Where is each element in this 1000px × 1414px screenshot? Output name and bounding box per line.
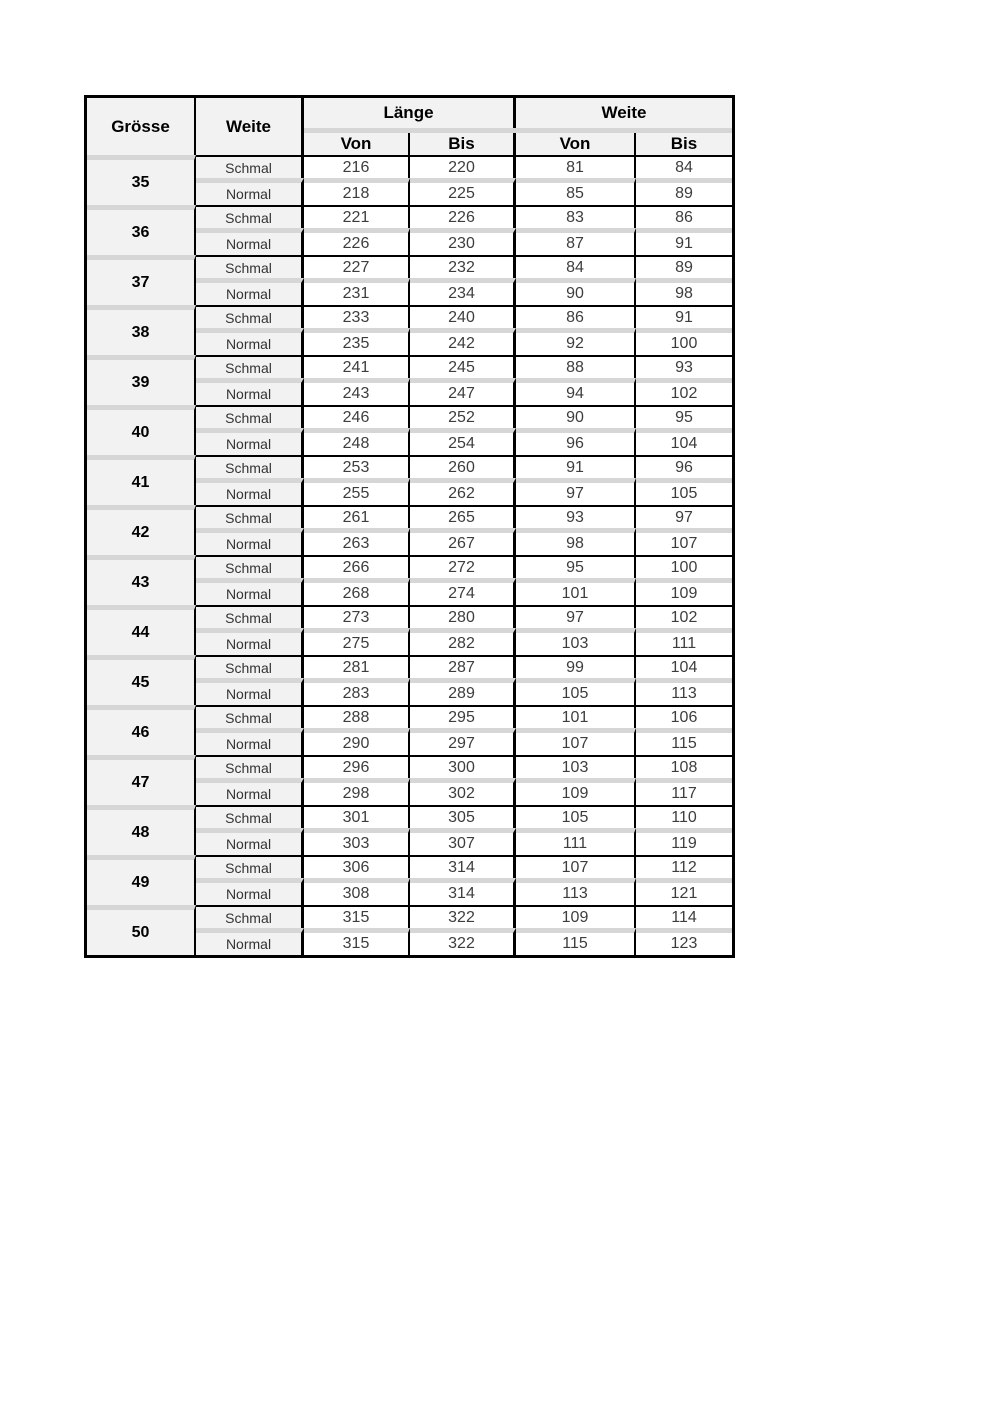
laenge-bis-cell: 282 bbox=[410, 628, 516, 655]
laenge-von-cell: 233 bbox=[304, 305, 410, 328]
laenge-von-cell: 315 bbox=[304, 928, 410, 955]
size-cell: 50 bbox=[87, 905, 196, 955]
weite-von-cell: 103 bbox=[516, 628, 636, 655]
weite-bis-cell: 91 bbox=[636, 228, 732, 255]
weite-bis-cell: 110 bbox=[636, 805, 732, 828]
weite-type-cell: Schmal bbox=[196, 855, 304, 878]
laenge-von-cell: 298 bbox=[304, 778, 410, 805]
weite-bis-cell: 109 bbox=[636, 578, 732, 605]
weite-type-cell: Schmal bbox=[196, 905, 304, 928]
weite-type-cell: Normal bbox=[196, 328, 304, 355]
size-table bbox=[84, 95, 735, 958]
weite-bis-cell: 112 bbox=[636, 855, 732, 878]
laenge-bis-cell: 274 bbox=[410, 578, 516, 605]
weite-bis-cell: 104 bbox=[636, 428, 732, 455]
weite-type-cell: Schmal bbox=[196, 655, 304, 678]
weite-bis-cell: 121 bbox=[636, 878, 732, 905]
size-cell: 42 bbox=[87, 505, 196, 555]
laenge-bis-cell: 245 bbox=[410, 355, 516, 378]
table-row bbox=[87, 905, 732, 928]
table-row bbox=[87, 455, 732, 478]
laenge-bis-cell: 289 bbox=[410, 678, 516, 705]
header-laenge-group: Länge bbox=[304, 98, 516, 128]
weite-bis-cell: 111 bbox=[636, 628, 732, 655]
table-row bbox=[87, 605, 732, 628]
laenge-von-cell: 283 bbox=[304, 678, 410, 705]
table-row bbox=[87, 255, 732, 278]
laenge-bis-cell: 314 bbox=[410, 878, 516, 905]
laenge-von-cell: 246 bbox=[304, 405, 410, 428]
laenge-bis-cell: 307 bbox=[410, 828, 516, 855]
weite-type-cell: Schmal bbox=[196, 405, 304, 428]
laenge-bis-cell: 272 bbox=[410, 555, 516, 578]
weite-von-cell: 105 bbox=[516, 678, 636, 705]
weite-bis-cell: 89 bbox=[636, 178, 732, 205]
weite-bis-cell: 106 bbox=[636, 705, 732, 728]
table-row bbox=[87, 405, 732, 428]
weite-type-cell: Normal bbox=[196, 728, 304, 755]
table-row bbox=[87, 305, 732, 328]
weite-type-cell: Normal bbox=[196, 628, 304, 655]
table-row bbox=[87, 755, 732, 778]
laenge-von-cell: 275 bbox=[304, 628, 410, 655]
laenge-von-cell: 221 bbox=[304, 205, 410, 228]
weite-von-cell: 97 bbox=[516, 605, 636, 628]
size-cell: 47 bbox=[87, 755, 196, 805]
weite-von-cell: 91 bbox=[516, 455, 636, 478]
laenge-bis-cell: 300 bbox=[410, 755, 516, 778]
weite-von-cell: 90 bbox=[516, 278, 636, 305]
weite-type-cell: Normal bbox=[196, 428, 304, 455]
size-cell: 36 bbox=[87, 205, 196, 255]
table-body bbox=[87, 155, 732, 955]
weite-von-cell: 105 bbox=[516, 805, 636, 828]
weite-von-cell: 103 bbox=[516, 755, 636, 778]
table-row bbox=[87, 355, 732, 378]
laenge-bis-cell: 254 bbox=[410, 428, 516, 455]
laenge-von-cell: 281 bbox=[304, 655, 410, 678]
weite-bis-cell: 119 bbox=[636, 828, 732, 855]
weite-bis-cell: 108 bbox=[636, 755, 732, 778]
weite-type-cell: Schmal bbox=[196, 605, 304, 628]
weite-type-cell: Schmal bbox=[196, 705, 304, 728]
laenge-bis-cell: 242 bbox=[410, 328, 516, 355]
weite-von-cell: 115 bbox=[516, 928, 636, 955]
weite-von-cell: 87 bbox=[516, 228, 636, 255]
table-row bbox=[87, 705, 732, 728]
laenge-von-cell: 243 bbox=[304, 378, 410, 405]
weite-bis-cell: 107 bbox=[636, 528, 732, 555]
weite-von-cell: 109 bbox=[516, 905, 636, 928]
weite-bis-cell: 102 bbox=[636, 605, 732, 628]
weite-type-cell: Normal bbox=[196, 928, 304, 955]
size-cell: 45 bbox=[87, 655, 196, 705]
laenge-bis-cell: 280 bbox=[410, 605, 516, 628]
weite-von-cell: 88 bbox=[516, 355, 636, 378]
weite-bis-cell: 100 bbox=[636, 328, 732, 355]
weite-von-cell: 83 bbox=[516, 205, 636, 228]
laenge-bis-cell: 295 bbox=[410, 705, 516, 728]
table-row bbox=[87, 205, 732, 228]
weite-type-cell: Schmal bbox=[196, 755, 304, 778]
laenge-bis-cell: 247 bbox=[410, 378, 516, 405]
laenge-von-cell: 235 bbox=[304, 328, 410, 355]
weite-bis-cell: 113 bbox=[636, 678, 732, 705]
laenge-von-cell: 301 bbox=[304, 805, 410, 828]
laenge-von-cell: 266 bbox=[304, 555, 410, 578]
weite-type-cell: Normal bbox=[196, 578, 304, 605]
header-laenge-bis: Bis bbox=[410, 133, 516, 155]
laenge-von-cell: 261 bbox=[304, 505, 410, 528]
weite-bis-cell: 102 bbox=[636, 378, 732, 405]
weite-type-cell: Normal bbox=[196, 528, 304, 555]
size-cell: 38 bbox=[87, 305, 196, 355]
laenge-bis-cell: 267 bbox=[410, 528, 516, 555]
header-weite-group: Weite bbox=[516, 98, 732, 128]
header-weite-bis: Bis bbox=[636, 133, 732, 155]
laenge-bis-cell: 226 bbox=[410, 205, 516, 228]
weite-bis-cell: 115 bbox=[636, 728, 732, 755]
laenge-bis-cell: 225 bbox=[410, 178, 516, 205]
weite-type-cell: Normal bbox=[196, 278, 304, 305]
laenge-bis-cell: 262 bbox=[410, 478, 516, 505]
weite-bis-cell: 93 bbox=[636, 355, 732, 378]
weite-type-cell: Schmal bbox=[196, 455, 304, 478]
size-cell: 40 bbox=[87, 405, 196, 455]
weite-type-cell: Normal bbox=[196, 178, 304, 205]
size-cell: 35 bbox=[87, 155, 196, 205]
laenge-bis-cell: 220 bbox=[410, 155, 516, 178]
laenge-von-cell: 303 bbox=[304, 828, 410, 855]
weite-type-cell: Schmal bbox=[196, 355, 304, 378]
laenge-von-cell: 288 bbox=[304, 705, 410, 728]
size-cell: 49 bbox=[87, 855, 196, 905]
laenge-von-cell: 308 bbox=[304, 878, 410, 905]
laenge-von-cell: 315 bbox=[304, 905, 410, 928]
weite-von-cell: 94 bbox=[516, 378, 636, 405]
laenge-von-cell: 296 bbox=[304, 755, 410, 778]
weite-bis-cell: 89 bbox=[636, 255, 732, 278]
weite-von-cell: 86 bbox=[516, 305, 636, 328]
laenge-bis-cell: 314 bbox=[410, 855, 516, 878]
laenge-von-cell: 231 bbox=[304, 278, 410, 305]
laenge-bis-cell: 297 bbox=[410, 728, 516, 755]
laenge-bis-cell: 302 bbox=[410, 778, 516, 805]
laenge-von-cell: 248 bbox=[304, 428, 410, 455]
weite-bis-cell: 84 bbox=[636, 155, 732, 178]
weite-von-cell: 109 bbox=[516, 778, 636, 805]
laenge-von-cell: 226 bbox=[304, 228, 410, 255]
weite-bis-cell: 91 bbox=[636, 305, 732, 328]
size-cell: 37 bbox=[87, 255, 196, 305]
weite-von-cell: 96 bbox=[516, 428, 636, 455]
table-row bbox=[87, 555, 732, 578]
weite-von-cell: 101 bbox=[516, 705, 636, 728]
weite-bis-cell: 105 bbox=[636, 478, 732, 505]
table-row bbox=[87, 155, 732, 178]
laenge-von-cell: 227 bbox=[304, 255, 410, 278]
weite-bis-cell: 114 bbox=[636, 905, 732, 928]
laenge-bis-cell: 322 bbox=[410, 928, 516, 955]
header-groesse: Grösse bbox=[87, 98, 196, 155]
laenge-von-cell: 268 bbox=[304, 578, 410, 605]
laenge-von-cell: 218 bbox=[304, 178, 410, 205]
weite-bis-cell: 86 bbox=[636, 205, 732, 228]
laenge-von-cell: 263 bbox=[304, 528, 410, 555]
table-row bbox=[87, 855, 732, 878]
weite-von-cell: 98 bbox=[516, 528, 636, 555]
weite-von-cell: 81 bbox=[516, 155, 636, 178]
weite-type-cell: Normal bbox=[196, 878, 304, 905]
weite-von-cell: 113 bbox=[516, 878, 636, 905]
weite-von-cell: 101 bbox=[516, 578, 636, 605]
weite-bis-cell: 98 bbox=[636, 278, 732, 305]
table-row bbox=[87, 655, 732, 678]
weite-von-cell: 111 bbox=[516, 828, 636, 855]
weite-type-cell: Schmal bbox=[196, 555, 304, 578]
weite-type-cell: Schmal bbox=[196, 205, 304, 228]
table-row bbox=[87, 505, 732, 528]
size-cell: 48 bbox=[87, 805, 196, 855]
weite-von-cell: 92 bbox=[516, 328, 636, 355]
weite-type-cell: Schmal bbox=[196, 255, 304, 278]
weite-von-cell: 107 bbox=[516, 728, 636, 755]
size-cell: 41 bbox=[87, 455, 196, 505]
size-cell: 44 bbox=[87, 605, 196, 655]
size-cell: 46 bbox=[87, 705, 196, 755]
weite-type-cell: Normal bbox=[196, 678, 304, 705]
weite-bis-cell: 117 bbox=[636, 778, 732, 805]
laenge-bis-cell: 252 bbox=[410, 405, 516, 428]
laenge-bis-cell: 232 bbox=[410, 255, 516, 278]
weite-von-cell: 84 bbox=[516, 255, 636, 278]
header-weite-von: Von bbox=[516, 133, 636, 155]
table-header bbox=[87, 98, 732, 155]
weite-bis-cell: 97 bbox=[636, 505, 732, 528]
weite-von-cell: 93 bbox=[516, 505, 636, 528]
header-laenge-von: Von bbox=[304, 133, 410, 155]
weite-type-cell: Normal bbox=[196, 828, 304, 855]
laenge-bis-cell: 240 bbox=[410, 305, 516, 328]
weite-von-cell: 95 bbox=[516, 555, 636, 578]
weite-type-cell: Schmal bbox=[196, 805, 304, 828]
weite-bis-cell: 123 bbox=[636, 928, 732, 955]
laenge-von-cell: 216 bbox=[304, 155, 410, 178]
laenge-bis-cell: 234 bbox=[410, 278, 516, 305]
laenge-von-cell: 290 bbox=[304, 728, 410, 755]
weite-von-cell: 85 bbox=[516, 178, 636, 205]
weite-type-cell: Normal bbox=[196, 778, 304, 805]
weite-von-cell: 107 bbox=[516, 855, 636, 878]
laenge-von-cell: 253 bbox=[304, 455, 410, 478]
weite-bis-cell: 96 bbox=[636, 455, 732, 478]
laenge-von-cell: 255 bbox=[304, 478, 410, 505]
weite-type-cell: Normal bbox=[196, 228, 304, 255]
weite-type-cell: Schmal bbox=[196, 155, 304, 178]
weite-von-cell: 90 bbox=[516, 405, 636, 428]
laenge-bis-cell: 287 bbox=[410, 655, 516, 678]
laenge-von-cell: 306 bbox=[304, 855, 410, 878]
weite-bis-cell: 104 bbox=[636, 655, 732, 678]
weite-type-cell: Normal bbox=[196, 478, 304, 505]
size-cell: 43 bbox=[87, 555, 196, 605]
laenge-bis-cell: 265 bbox=[410, 505, 516, 528]
laenge-von-cell: 241 bbox=[304, 355, 410, 378]
weite-type-cell: Schmal bbox=[196, 305, 304, 328]
laenge-von-cell: 273 bbox=[304, 605, 410, 628]
laenge-bis-cell: 260 bbox=[410, 455, 516, 478]
weite-bis-cell: 100 bbox=[636, 555, 732, 578]
laenge-bis-cell: 230 bbox=[410, 228, 516, 255]
weite-type-cell: Schmal bbox=[196, 505, 304, 528]
header-weite-column: Weite bbox=[196, 98, 304, 155]
laenge-bis-cell: 305 bbox=[410, 805, 516, 828]
weite-type-cell: Normal bbox=[196, 378, 304, 405]
weite-von-cell: 97 bbox=[516, 478, 636, 505]
weite-bis-cell: 95 bbox=[636, 405, 732, 428]
size-cell: 39 bbox=[87, 355, 196, 405]
laenge-bis-cell: 322 bbox=[410, 905, 516, 928]
table-row bbox=[87, 805, 732, 828]
weite-von-cell: 99 bbox=[516, 655, 636, 678]
